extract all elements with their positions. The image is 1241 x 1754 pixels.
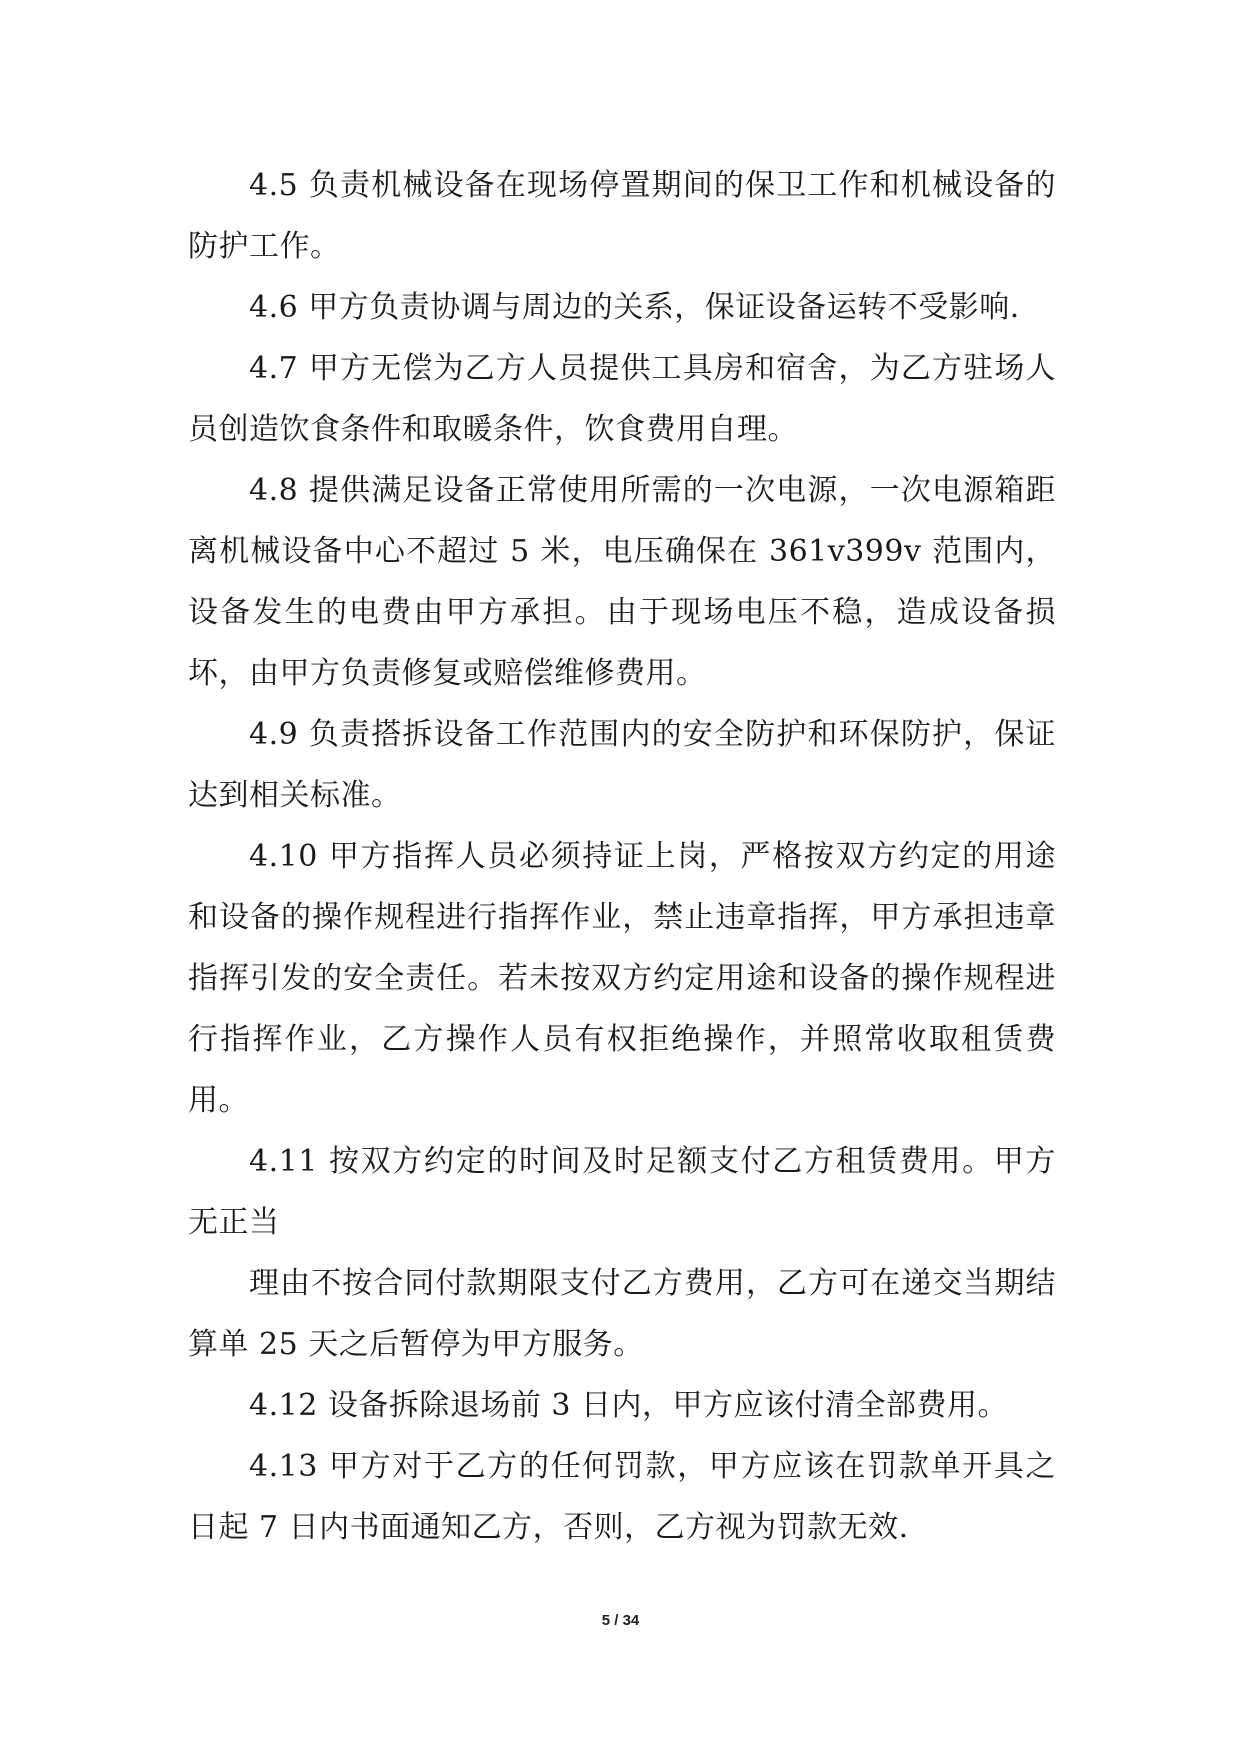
page-number: 5 / 34 <box>601 1612 640 1629</box>
paragraph-4-7: 4.7 甲方无偿为乙方人员提供工具房和宿舍，为乙方驻场人员创造饮食条件和取暖条件，饮食费用自理。 <box>188 351 1056 447</box>
paragraph-4-10: 4.10 甲方指挥人员必须持证上岗，严格按双方约定的用途和设备的操作规程进行指挥作业，禁止违章指挥，甲方承担违章指挥引发的安全责任。若未按双方约定用途和设备的操作规程进行指挥作业，乙方操作人员有权拒绝操作，并照常收取租赁费用。 <box>188 839 1056 1118</box>
paragraph-4-11-continued: 理由不按合同付款期限支付乙方费用，乙方可在递交当期结算单 25 天之后暂停为甲方服务。 <box>188 1266 1056 1362</box>
paragraph-4-5: 4.5 负责机械设备在现场停置期间的保卫工作和机械设备的防护工作。 <box>188 168 1056 264</box>
paragraph-4-8: 4.8 提供满足设备正常使用所需的一次电源，一次电源箱距离机械设备中心不超过 5 米，电压确保在 361v399v 范围内，设备发生的电费由甲方承担。由于现场电压不稳，造成设备损坏，由甲方负责修复或赔偿维修费用。 <box>188 473 1056 691</box>
paragraph-4-9: 4.9 负责搭拆设备工作范围内的安全防护和环保防护，保证达到相关标准。 <box>188 717 1056 813</box>
paragraph-4-6: 4.6 甲方负责协调与周边的关系，保证设备运转不受影响. <box>249 290 1020 325</box>
paragraph-4-12: 4.12 设备拆除退场前 3 日内，甲方应该付清全部费用。 <box>249 1388 1008 1423</box>
paragraph-4-11: 4.11 按双方约定的时间及时足额支付乙方租赁费用。甲方无正当 <box>188 1144 1056 1240</box>
document-body <box>188 155 1056 1558</box>
paragraph-4-13: 4.13 甲方对于乙方的任何罚款，甲方应该在罚款单开具之日起 7 日内书面通知乙方，否则，乙方视为罚款无效. <box>188 1449 1056 1545</box>
